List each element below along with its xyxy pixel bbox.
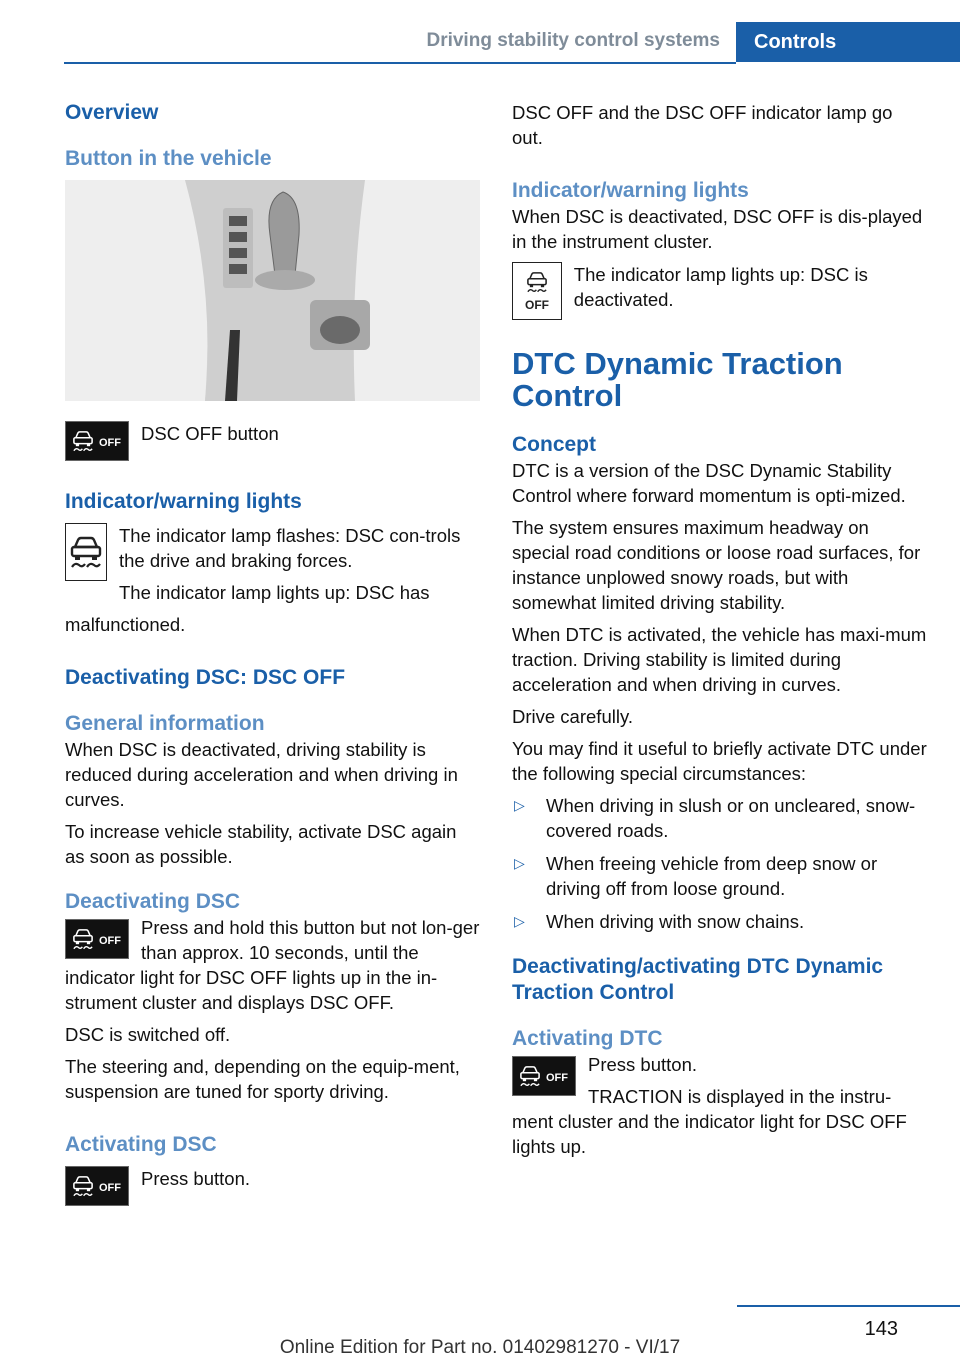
right-column — [512, 100, 927, 1166]
concept-paragraph-3: When DTC is activated, the vehicle has maxi-mum traction. Driving stability is limited during acceleration and when driving in curves. — [512, 624, 927, 695]
list-item: ▷ When driving with snow chains. — [514, 911, 805, 932]
lamp-lights-up-text: The indicator lamp lights up: DSC has — [119, 582, 430, 603]
heading-concept: Concept — [512, 433, 596, 456]
svg-text:OFF: OFF — [99, 437, 121, 449]
indicator-paragraph-2: The indicator lamp lights up: DSC is deactivated. — [573, 264, 868, 310]
heading-activating-dtc: Activating DTC — [512, 1027, 663, 1050]
dsc-off-button-row — [65, 421, 480, 461]
heading-indicator-warning-lights-2: Indicator/warning lights — [512, 179, 749, 202]
triangle-bullet-icon: ▷ — [514, 797, 525, 813]
heading-dtc-dynamic-traction-control: DTC Dynamic Traction Control — [512, 346, 843, 413]
svg-text:OFF: OFF — [99, 1182, 121, 1194]
activating-dsc-row — [65, 1166, 480, 1206]
activating-dtc-paragraph-2: TRACTION is displayed in the instru-ment cluster and the indicator light for DSC OFF lights up. — [512, 1086, 907, 1157]
center-console-illustration — [65, 180, 480, 401]
heading-overview: Overview — [65, 101, 159, 124]
dsc-lamp-row — [65, 523, 480, 612]
activating-dsc-text: Press button. — [141, 1168, 251, 1189]
circumstances-list — [512, 793, 927, 934]
center-console-photo — [65, 180, 480, 401]
concept-paragraph-5: You may find it useful to briefly activate DTC under the following special circumstances: — [512, 738, 927, 784]
triangle-bullet-icon: ▷ — [514, 913, 525, 929]
deactivating-paragraph-3: The steering and, depending on the equip-ment, suspension are tuned for sporty driving. — [65, 1056, 460, 1102]
heading-indicator-warning-lights: Indicator/warning lights — [65, 490, 302, 513]
header-section-title: Driving stability control systems — [426, 30, 720, 51]
svg-text:OFF: OFF — [99, 935, 121, 947]
online-edition-note: Online Edition for Part no. 01402981270 - VI/17 — [279, 1337, 681, 1358]
triangle-bullet-icon: ▷ — [514, 855, 525, 871]
dsc-off-button-icon — [65, 1166, 129, 1206]
svg-text:OFF: OFF — [524, 298, 549, 312]
dsc-warning-lamp-icon — [65, 523, 107, 581]
heading-button-in-vehicle: Button in the vehicle — [65, 147, 272, 170]
dsc-off-lamp-row — [512, 262, 927, 320]
concept-paragraph-1: DTC is a version of the DSC Dynamic Stability Control where forward momentum is opti-mized. — [512, 460, 906, 506]
lamp-flashes-text: The indicator lamp flashes: DSC con-trols the drive and braking forces. — [119, 525, 461, 571]
heading-deactivating-dsc: Deactivating DSC — [65, 890, 241, 913]
list-item: ▷ When driving in slush or on uncleared, snow-covered roads. — [514, 795, 916, 841]
page-header — [0, 0, 960, 64]
general-info-paragraph-1: When DSC is deactivated, driving stability is reduced during acceleration and when driving in curves. — [65, 739, 458, 810]
general-info-paragraph-2: To increase vehicle stability, activate DSC again as soon as possible. — [65, 821, 457, 867]
header-rule — [64, 62, 736, 64]
page-number: 143 — [864, 1318, 898, 1340]
list-item: ▷ When freeing vehicle from deep snow or driving off from loose ground. — [514, 853, 878, 899]
dsc-off-lamp-icon — [512, 262, 562, 320]
indicator-paragraph-1: When DSC is deactivated, DSC OFF is dis-played in the instrument cluster. — [512, 206, 923, 252]
dsc-off-button-caption: DSC OFF button — [141, 423, 279, 444]
concept-paragraph-2: The system ensures maximum headway on special road conditions or loose road surfaces, for instance unplowed snowy roads, but with somewhat limited driving stability. — [512, 517, 921, 613]
lamp-lights-up-continuation: malfunctioned. — [65, 614, 186, 635]
header-chapter-tab: Controls — [736, 22, 960, 62]
heading-activating-dsc: Activating DSC — [65, 1133, 217, 1156]
dsc-off-button-icon — [65, 919, 129, 959]
dsc-off-button-icon — [65, 421, 129, 461]
dsc-off-button-icon — [512, 1056, 576, 1096]
footer-rule — [737, 1305, 960, 1307]
svg-text:OFF: OFF — [546, 1072, 568, 1084]
heading-general-information: General information — [65, 712, 265, 735]
deactivating-paragraph-2: DSC is switched off. — [65, 1024, 231, 1045]
concept-paragraph-4: Drive carefully. — [512, 706, 633, 727]
heading-deactivating-dsc-off: Deactivating DSC: DSC OFF — [65, 666, 346, 689]
activating-dtc-paragraph-1: Press button. — [588, 1054, 698, 1075]
dsc-off-goes-out-text: DSC OFF and the DSC OFF indicator lamp go out. — [512, 102, 893, 148]
heading-deactivating-activating-dtc: Deactivating/activating DTC Dynamic Traction Control — [512, 955, 884, 1004]
left-column — [65, 100, 480, 1213]
deactivating-paragraph-1: Press and hold this button but not lon-ger than approx. 10 seconds, until the indicator light for DSC OFF lights up in the in-strument cluster and displays DSC OFF. — [65, 917, 480, 1013]
